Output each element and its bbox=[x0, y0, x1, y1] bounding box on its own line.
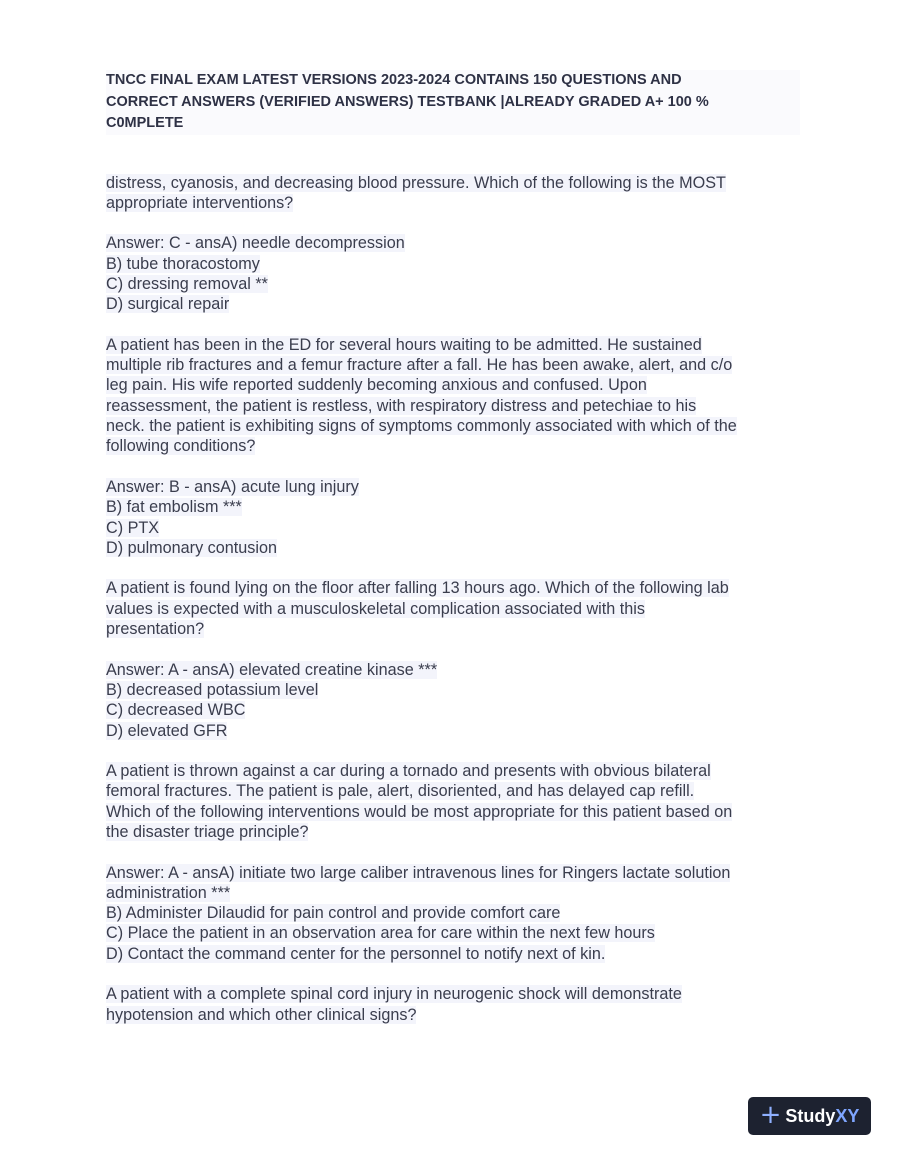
text-line-content: B) Administer Dilaudid for pain control and provide comfort care bbox=[106, 904, 561, 923]
text-line-content: distress, cyanosis, and decreasing blood pressure. Which of the following is the MOST bbox=[106, 173, 726, 192]
text-line-content: Which of the following interventions would be most appropriate for this patient based on bbox=[106, 802, 733, 821]
paragraph bbox=[106, 660, 806, 741]
paragraph bbox=[106, 863, 806, 964]
text-line-content: C) PTX bbox=[106, 518, 160, 537]
text-line-content: following conditions? bbox=[106, 437, 256, 456]
text-line-content: administration *** bbox=[106, 883, 231, 902]
text-line bbox=[106, 984, 806, 1004]
text-line bbox=[106, 416, 806, 436]
text-line bbox=[106, 822, 806, 842]
text-line bbox=[106, 274, 806, 294]
text-line bbox=[106, 578, 806, 598]
text-line-content: multiple rib fractures and a femur fracture after a fall. He has been awake, alert, and c/o bbox=[106, 356, 733, 375]
text-line-content: hypotension and which other clinical signs? bbox=[106, 1005, 417, 1024]
text-line-content: appropriate interventions? bbox=[106, 193, 294, 212]
text-line bbox=[106, 375, 806, 395]
text-line-content: Answer: A - ansA) initiate two large caliber intravenous lines for Ringers lactate solution bbox=[106, 863, 731, 882]
text-line-content: presentation? bbox=[106, 620, 205, 639]
text-line-content: B) tube thoracostomy bbox=[106, 254, 260, 273]
text-line bbox=[106, 518, 806, 538]
paragraph bbox=[106, 173, 806, 214]
document-title bbox=[106, 70, 800, 135]
paragraph bbox=[106, 335, 806, 457]
text-line bbox=[106, 335, 806, 355]
text-line-content: values is expected with a musculoskeletal complication associated with this bbox=[106, 599, 645, 618]
plus-icon: + bbox=[759, 1100, 782, 1130]
text-line-content: neck. the patient is exhibiting signs of symptoms commonly associated with which of the bbox=[106, 417, 737, 436]
title-line: C0MPLETE bbox=[106, 115, 184, 131]
text-line bbox=[106, 497, 806, 517]
brand-accent: XY bbox=[835, 1105, 860, 1126]
text-line-content: leg pain. His wife reported suddenly becoming anxious and confused. Upon bbox=[106, 376, 647, 395]
text-line bbox=[106, 781, 806, 801]
text-line-content: A patient is found lying on the floor after falling 13 hours ago. Which of the following lab bbox=[106, 579, 729, 598]
text-line-content: C) Place the patient in an observation area for care within the next few hours bbox=[106, 924, 655, 943]
paragraph bbox=[106, 761, 806, 842]
document-body bbox=[106, 173, 806, 1025]
text-line-content: C) dressing removal ** bbox=[106, 274, 268, 293]
text-line bbox=[106, 700, 806, 720]
text-line bbox=[106, 477, 806, 497]
text-line-content: B) fat embolism *** bbox=[106, 498, 242, 517]
text-line-content: Answer: A - ansA) elevated creatine kinase *** bbox=[106, 660, 438, 679]
text-line-content: D) Contact the command center for the personnel to notify next of kin. bbox=[106, 944, 606, 963]
studyxy-badge[interactable] bbox=[748, 1097, 871, 1135]
text-line bbox=[106, 294, 806, 314]
text-line-content: Answer: C - ansA) needle decompression bbox=[106, 234, 405, 253]
paragraph bbox=[106, 477, 806, 558]
text-line bbox=[106, 254, 806, 274]
text-line bbox=[106, 721, 806, 741]
text-line-content: D) elevated GFR bbox=[106, 721, 228, 740]
paragraph bbox=[106, 233, 806, 314]
text-line bbox=[106, 660, 806, 680]
text-line-content: femoral fractures. The patient is pale, alert, disoriented, and has delayed cap refill. bbox=[106, 782, 695, 801]
paragraph bbox=[106, 578, 806, 639]
text-line bbox=[106, 944, 806, 964]
text-line bbox=[106, 538, 806, 558]
text-line bbox=[106, 680, 806, 700]
text-line bbox=[106, 233, 806, 253]
text-line bbox=[106, 863, 806, 883]
text-line-content: B) decreased potassium level bbox=[106, 680, 319, 699]
text-line bbox=[106, 193, 806, 213]
text-line-content: reassessment, the patient is restless, with respiratory distress and petechiae to his bbox=[106, 396, 697, 415]
text-line bbox=[106, 761, 806, 781]
brand-logo bbox=[785, 1106, 859, 1127]
text-line-content: Answer: B - ansA) acute lung injury bbox=[106, 477, 359, 496]
text-line bbox=[106, 396, 806, 416]
brand-main: Study bbox=[785, 1105, 836, 1126]
text-line bbox=[106, 599, 806, 619]
document-page bbox=[106, 70, 806, 1045]
text-line bbox=[106, 619, 806, 639]
text-line bbox=[106, 802, 806, 822]
text-line bbox=[106, 1005, 806, 1025]
text-line bbox=[106, 355, 806, 375]
text-line bbox=[106, 436, 806, 456]
text-line bbox=[106, 903, 806, 923]
text-line-content: D) surgical repair bbox=[106, 295, 230, 314]
text-line-content: A patient is thrown against a car during a tornado and presents with obvious bilateral bbox=[106, 762, 711, 781]
text-line-content: C) decreased WBC bbox=[106, 701, 246, 720]
title-line: TNCC FINAL EXAM LATEST VERSIONS 2023-2024 CONTAINS 150 QUESTIONS AND bbox=[106, 72, 682, 88]
text-line bbox=[106, 173, 806, 193]
text-line-content: the disaster triage principle? bbox=[106, 823, 309, 841]
text-line bbox=[106, 883, 806, 903]
text-line-content: A patient with a complete spinal cord injury in neurogenic shock will demonstrate bbox=[106, 985, 682, 1004]
text-line-content: D) pulmonary contusion bbox=[106, 538, 277, 557]
title-line: CORRECT ANSWERS (VERIFIED ANSWERS) TESTBANK |ALREADY GRADED A+ 100 % bbox=[106, 93, 709, 110]
paragraph bbox=[106, 984, 806, 1025]
text-line-content: A patient has been in the ED for several hours waiting to be admitted. He sustained bbox=[106, 335, 702, 354]
text-line bbox=[106, 923, 806, 943]
